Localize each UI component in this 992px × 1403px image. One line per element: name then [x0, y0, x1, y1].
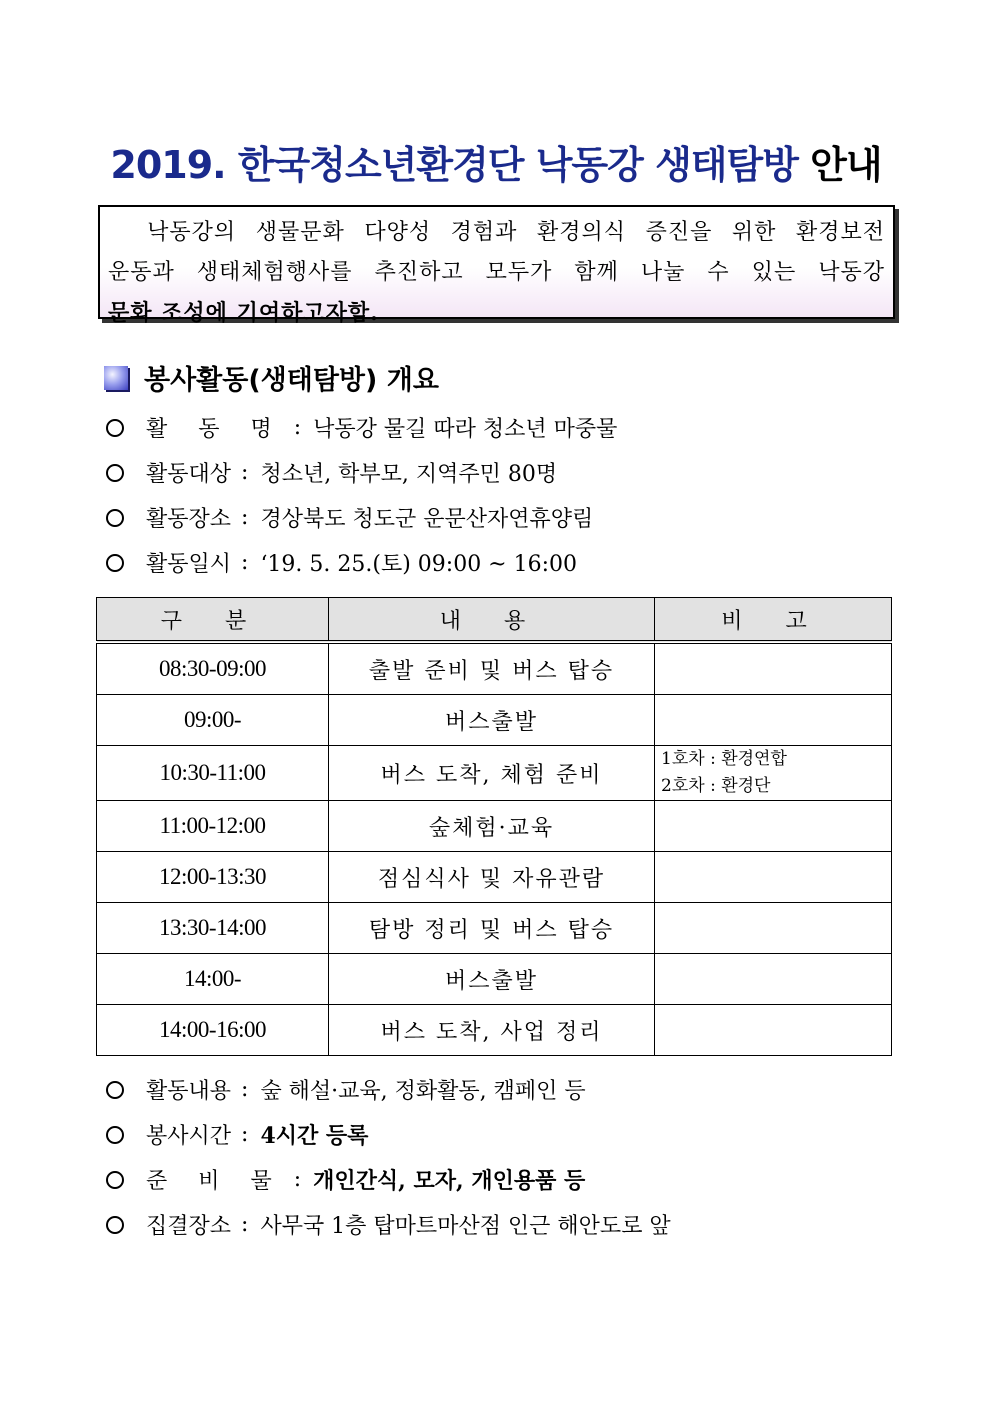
- time-cell: 10:30-11:00: [97, 746, 329, 801]
- page-title: [0, 134, 992, 189]
- header-category: 구 분: [97, 598, 329, 643]
- note-cell: [655, 1005, 892, 1056]
- header-content: 내 용: [329, 598, 655, 643]
- note-cell: [655, 801, 892, 852]
- section-heading: [104, 358, 439, 397]
- item-value: 숲 해설·교육, 정화활동, 캠페인 등: [260, 1079, 586, 1104]
- time-cell: 14:00-16:00: [97, 1005, 329, 1056]
- content-cell: 출발 준비 및 버스 탑승: [329, 642, 655, 695]
- title-main: 2019. 한국청소년환경단 낙동강 생태탐방: [110, 143, 798, 187]
- item-value: 사무국 1층 탑마트마산점 인근 해안도로 앞: [260, 1214, 671, 1239]
- content-cell: 버스출발: [329, 695, 655, 746]
- item-colon: :: [241, 550, 249, 575]
- item-colon: :: [241, 460, 249, 485]
- overview-item: [106, 502, 593, 533]
- circle-bullet-icon: [106, 464, 124, 482]
- circle-bullet-icon: [106, 1081, 124, 1099]
- item-label: 준 비 물: [146, 1169, 284, 1194]
- purpose-line: 문화 조성에 기여하고자함.: [108, 300, 379, 326]
- time-cell: 13:30-14:00: [97, 903, 329, 954]
- purpose-line: 운동과 생태체험행사를 추진하고 모두가 함께 나눌 수 있는 낙동강: [108, 260, 885, 285]
- purpose-line: 낙동강의 생물문화 다양성 경험과 환경의식 증진을 위한 환경보전: [108, 220, 885, 245]
- content-cell: 버스 도착, 사업 정리: [329, 1005, 655, 1056]
- overview-item: [106, 412, 617, 443]
- item-value: 청소년, 학부모, 지역주민 80명: [260, 462, 558, 487]
- content-cell: 점심식사 및 자유관람: [329, 852, 655, 903]
- note-cell: [655, 746, 892, 801]
- table-row: [97, 852, 892, 903]
- time-cell: 09:00-: [97, 695, 329, 746]
- circle-bullet-icon: [106, 554, 124, 572]
- note-cell: [655, 642, 892, 695]
- item-label: 활동일시: [146, 552, 232, 577]
- table-row: [97, 954, 892, 1005]
- time-cell: 12:00-13:30: [97, 852, 329, 903]
- overview-item: [106, 457, 557, 488]
- title-suffix: 안내: [810, 143, 882, 187]
- circle-bullet-icon: [106, 509, 124, 527]
- note-cell: [655, 903, 892, 954]
- detail-item: [106, 1119, 368, 1150]
- time-cell: 14:00-: [97, 954, 329, 1005]
- table-row: [97, 746, 892, 801]
- item-label: 활동대상: [146, 462, 232, 487]
- item-label: 활동장소: [146, 507, 232, 532]
- content-cell: 숲체험·교육: [329, 801, 655, 852]
- purpose-box: [98, 205, 895, 326]
- item-value: 개인간식, 모자, 개인용품 등: [313, 1168, 586, 1194]
- circle-bullet-icon: [106, 419, 124, 437]
- content-cell: 버스출발: [329, 954, 655, 1005]
- content-cell: 탐방 정리 및 버스 탑승: [329, 903, 655, 954]
- table-header-row: [97, 598, 892, 643]
- item-value: 경상북도 청도군 운문산자연휴양림: [260, 507, 594, 532]
- item-value: 낙동강 물길 따라 청소년 마중물: [313, 417, 618, 442]
- circle-bullet-icon: [106, 1216, 124, 1234]
- detail-item: [106, 1074, 586, 1105]
- item-value: ‘19. 5. 25.(토) 09:00 ~ 16:00: [260, 552, 578, 577]
- item-value: 4시간 등록: [260, 1123, 369, 1149]
- note-cell: [655, 695, 892, 746]
- schedule-table: [96, 597, 892, 1056]
- item-colon: :: [241, 1212, 249, 1237]
- circle-bullet-icon: [106, 1171, 124, 1189]
- item-colon: :: [293, 415, 302, 440]
- item-label: 봉사시간: [146, 1124, 232, 1149]
- note-line: 1호차 : 환경연합: [661, 749, 787, 769]
- item-colon: :: [241, 1122, 249, 1147]
- circle-bullet-icon: [106, 1126, 124, 1144]
- square-bullet-icon: [104, 366, 128, 390]
- note-cell: [655, 852, 892, 903]
- content-cell: 버스 도착, 체험 준비: [329, 746, 655, 801]
- table-row: [97, 1005, 892, 1056]
- table-row: [97, 695, 892, 746]
- table-row: [97, 642, 892, 695]
- time-cell: 08:30-09:00: [97, 642, 329, 695]
- detail-item: [106, 1209, 671, 1240]
- item-label: 활동내용: [146, 1079, 232, 1104]
- overview-item: [106, 547, 577, 578]
- table-row: [97, 801, 892, 852]
- item-colon: :: [293, 1167, 302, 1192]
- note-cell: [655, 954, 892, 1005]
- section-title: 봉사활동(생태탐방) 개요: [144, 365, 439, 396]
- item-label: 활 동 명: [146, 417, 284, 442]
- item-colon: :: [241, 505, 249, 530]
- item-label: 집결장소: [146, 1214, 232, 1239]
- time-cell: 11:00-12:00: [97, 801, 329, 852]
- item-colon: :: [241, 1077, 249, 1102]
- note-line: 2호차 : 환경단: [661, 776, 771, 796]
- header-note: 비 고: [655, 598, 892, 643]
- table-row: [97, 903, 892, 954]
- detail-item: [106, 1164, 585, 1195]
